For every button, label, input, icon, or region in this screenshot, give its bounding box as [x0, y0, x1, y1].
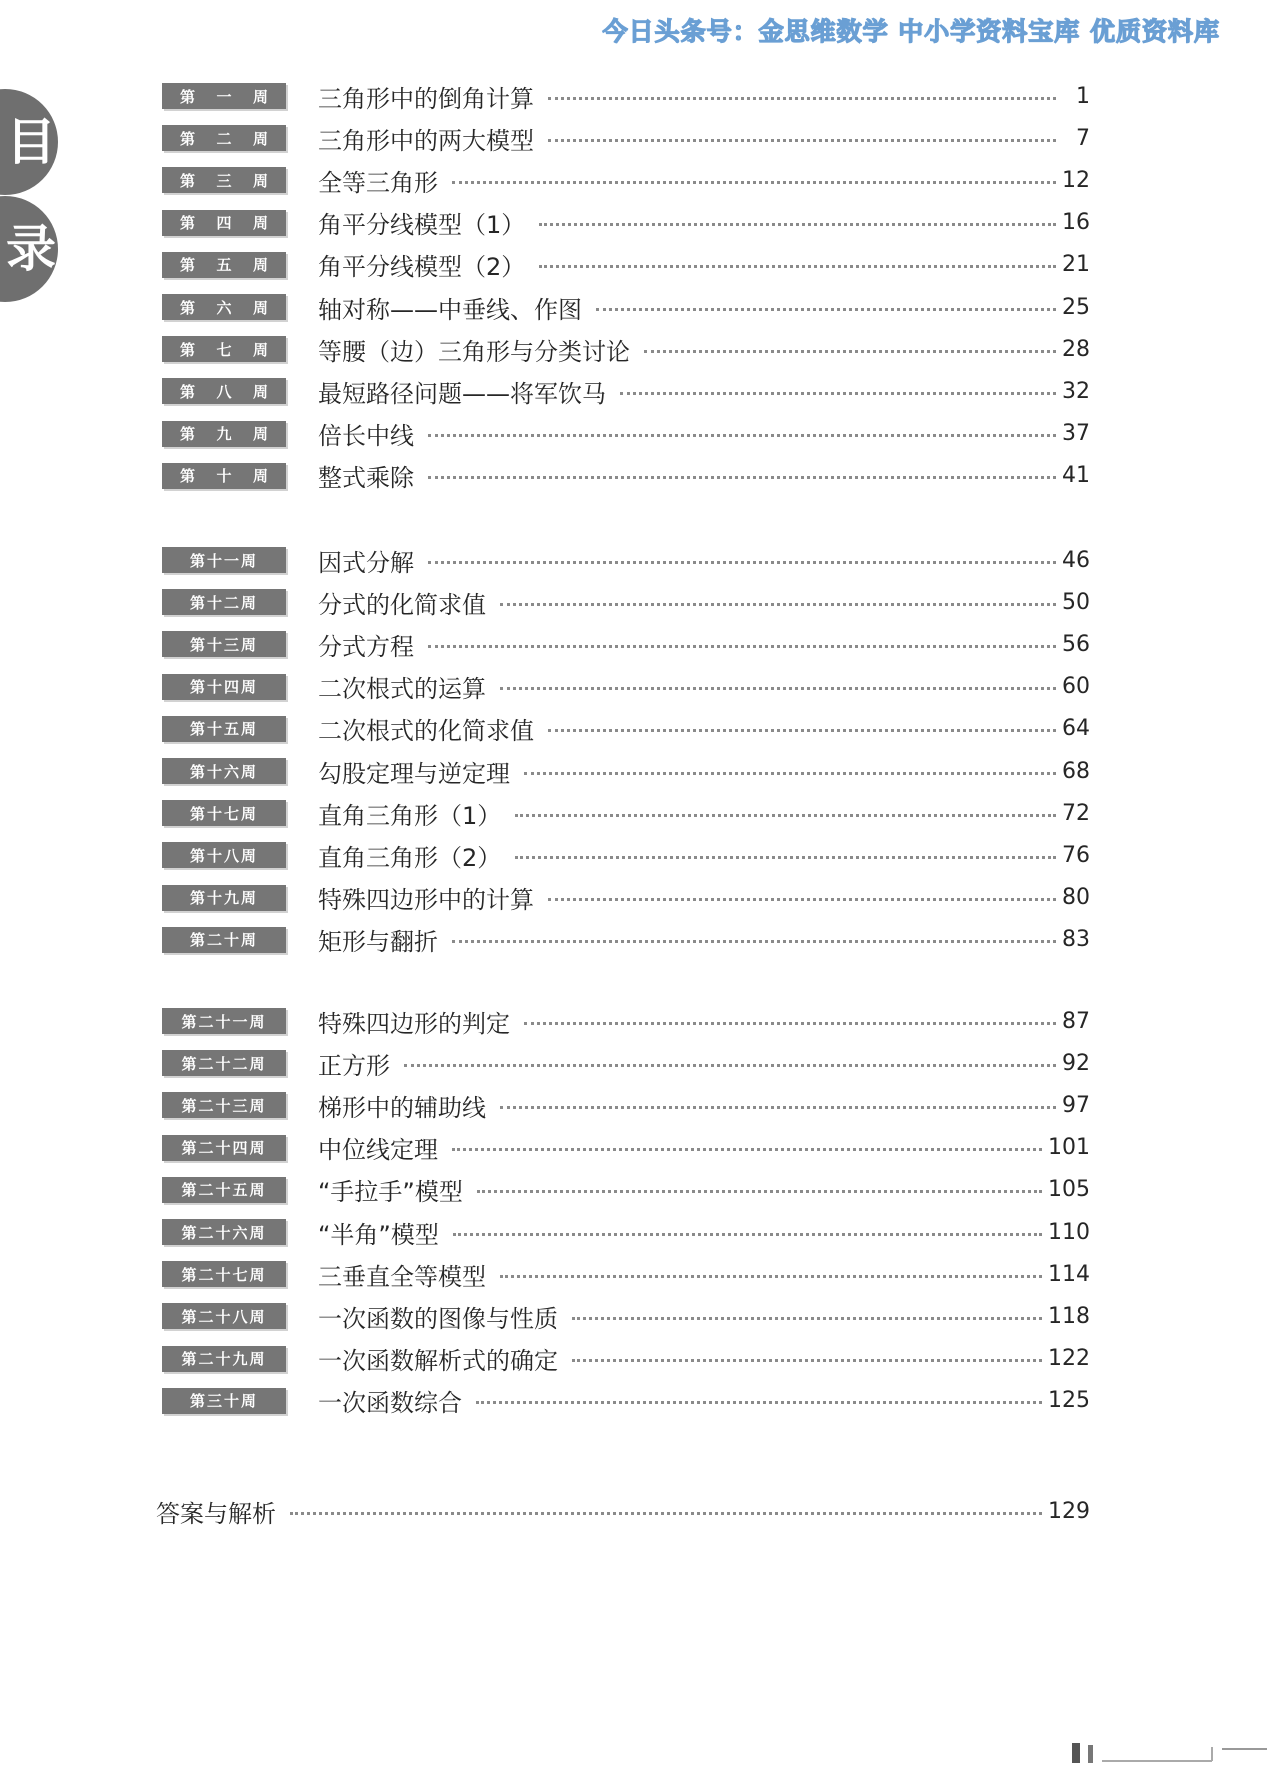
toc-page-number: 83 — [1062, 927, 1090, 953]
toc-page-number: 64 — [1062, 716, 1090, 742]
toc-entry-title: 三角形中的两大模型 — [318, 126, 534, 155]
toc-entry[interactable] — [162, 164, 1090, 196]
toc-entry-title: 梯形中的辅助线 — [318, 1093, 486, 1122]
week-badge-char: 第 — [180, 171, 196, 190]
toc-entry-title: 轴对称——中垂线、作图 — [318, 295, 582, 324]
toc-entry[interactable] — [162, 755, 1090, 787]
toc-page-number: 25 — [1062, 294, 1090, 320]
toc-entry-title: 一次函数综合 — [318, 1389, 462, 1418]
dot-leader — [620, 392, 1056, 395]
toc-entry[interactable] — [162, 1089, 1090, 1121]
week-badge-char: 第 — [180, 214, 196, 233]
toc-entry[interactable] — [162, 924, 1090, 956]
toc-entry-title: 直角三角形（1） — [318, 801, 502, 830]
dot-leader — [548, 97, 1056, 100]
side-tab-char-1: 目 — [6, 113, 56, 171]
week-badge-char: 第 — [180, 340, 196, 359]
week-badge: 第十八周 — [162, 842, 286, 868]
toc-entry-title: 角平分线模型（1） — [318, 211, 526, 240]
toc-entry[interactable] — [162, 333, 1090, 365]
toc-page-number: 122 — [1048, 1346, 1090, 1372]
toc-entry[interactable] — [162, 1300, 1090, 1332]
week-badge: 第十五周 — [162, 716, 286, 742]
toc-page-number: 28 — [1062, 336, 1090, 362]
week-badge-char: 三 — [216, 171, 232, 190]
week-badge — [162, 252, 286, 278]
toc-page-number: 72 — [1062, 800, 1090, 826]
toc-page-number: 110 — [1048, 1219, 1090, 1245]
week-badge-char: 四 — [216, 214, 232, 233]
week-badge-char: 周 — [252, 129, 268, 148]
toc-page-number: 118 — [1048, 1303, 1090, 1329]
week-badge-char: 周 — [252, 340, 268, 359]
toc-page-number: 1 — [1076, 83, 1090, 109]
toc-entry-title: 分式的化简求值 — [318, 590, 486, 619]
toc-entry-title: 特殊四边形中的计算 — [318, 886, 534, 915]
week-badge: 第二十周 — [162, 927, 286, 953]
toc-entry-title: “半角”模型 — [318, 1220, 439, 1249]
dot-leader — [500, 687, 1056, 690]
dot-leader — [539, 223, 1056, 226]
week-badge: 第二十八周 — [162, 1303, 286, 1329]
toc-entry-title: 直角三角形（2） — [318, 843, 502, 872]
week-badge — [162, 463, 286, 489]
toc-page-number: 114 — [1048, 1261, 1090, 1287]
toc-page-number: 105 — [1048, 1177, 1090, 1203]
week-badge-char: 第 — [180, 129, 196, 148]
dot-leader — [500, 1275, 1042, 1278]
toc-entry[interactable] — [162, 628, 1090, 660]
week-badge: 第二十三周 — [162, 1092, 286, 1118]
week-badge — [162, 125, 286, 151]
dot-leader — [539, 265, 1056, 268]
dot-leader — [644, 350, 1056, 353]
dot-leader — [500, 603, 1056, 606]
toc-entry-title: 正方形 — [318, 1051, 390, 1080]
week-badge — [162, 421, 286, 447]
toc-entry[interactable] — [162, 460, 1090, 492]
toc-page-number: 50 — [1062, 589, 1090, 615]
dot-leader — [452, 940, 1056, 943]
week-badge: 第十七周 — [162, 800, 286, 826]
toc-entry-title: 倍长中线 — [318, 422, 414, 451]
week-badge — [162, 336, 286, 362]
dot-leader — [428, 434, 1056, 437]
week-badge-char: 十 — [216, 467, 232, 486]
toc-entry[interactable] — [162, 839, 1090, 871]
toc-entry-answers[interactable] — [156, 1494, 1090, 1528]
toc-entry-title: 中位线定理 — [318, 1136, 438, 1165]
dot-leader — [477, 1190, 1042, 1193]
toc-entry-title: 二次根式的运算 — [318, 675, 486, 704]
week-badge: 第二十七周 — [162, 1261, 286, 1287]
dot-leader — [524, 772, 1056, 775]
dot-leader — [548, 898, 1056, 901]
dot-leader — [404, 1064, 1056, 1067]
toc-entry[interactable] — [162, 207, 1090, 239]
week-badge-char: 周 — [252, 298, 268, 317]
week-badge: 第十一周 — [162, 547, 286, 573]
week-badge — [162, 83, 286, 109]
toc-page-number: 32 — [1062, 378, 1090, 404]
toc-entry[interactable] — [162, 544, 1090, 576]
scan-mark — [1072, 1743, 1080, 1763]
toc-page-number: 80 — [1062, 885, 1090, 911]
toc-entry-title: 矩形与翻折 — [318, 928, 438, 957]
week-badge-char: 六 — [216, 298, 232, 317]
side-tab-char-2: 录 — [6, 220, 56, 278]
toc-page-number: 37 — [1062, 421, 1090, 447]
week-badge: 第十三周 — [162, 631, 286, 657]
week-badge-char: 周 — [252, 87, 268, 106]
toc-entry-title: 整式乘除 — [318, 464, 414, 493]
dot-leader — [515, 856, 1056, 859]
dot-leader — [515, 814, 1056, 817]
week-badge: 第二十九周 — [162, 1346, 286, 1372]
week-badge: 第十二周 — [162, 589, 286, 615]
toc-entry-title: 角平分线模型（2） — [318, 253, 526, 282]
week-badge: 第二十六周 — [162, 1219, 286, 1245]
toc-entry[interactable] — [162, 1132, 1090, 1164]
toc-page-number: 41 — [1062, 463, 1090, 489]
toc-page-number: 101 — [1048, 1135, 1090, 1161]
week-badge-char: 第 — [180, 298, 196, 317]
watermark-text: 今日头条号：金思维数学 中小学资料宝库 优质资料库 — [602, 17, 1220, 46]
dot-leader — [453, 1233, 1042, 1236]
dot-leader — [428, 645, 1056, 648]
toc-entry[interactable] — [162, 1005, 1090, 1037]
week-badge: 第十九周 — [162, 885, 286, 911]
toc-entry-title: 一次函数解析式的确定 — [318, 1347, 558, 1376]
toc-entry[interactable] — [162, 1343, 1090, 1375]
week-badge-char: 七 — [216, 340, 232, 359]
week-badge: 第二十四周 — [162, 1135, 286, 1161]
toc-entry-title: 因式分解 — [318, 548, 414, 577]
toc-entry[interactable] — [162, 249, 1090, 281]
toc-entry-title: 最短路径问题——将军饮马 — [318, 379, 606, 408]
toc-entry[interactable] — [162, 1258, 1090, 1290]
toc-page-number: 92 — [1062, 1050, 1090, 1076]
week-badge-char: 一 — [216, 87, 232, 106]
toc-entry[interactable] — [162, 1216, 1090, 1248]
toc-page-number: 12 — [1062, 167, 1090, 193]
toc-page-number: 60 — [1062, 674, 1090, 700]
toc-page-number: 56 — [1062, 631, 1090, 657]
toc-entry-title: 一次函数的图像与性质 — [318, 1304, 558, 1333]
toc-entry-title: 特殊四边形的判定 — [318, 1009, 510, 1038]
toc-entry[interactable] — [162, 80, 1090, 112]
toc-entry[interactable] — [162, 375, 1090, 407]
dot-leader — [572, 1359, 1042, 1362]
toc-entry[interactable] — [162, 1385, 1090, 1417]
toc-entry[interactable] — [162, 797, 1090, 829]
toc-entry-title: 二次根式的化简求值 — [318, 717, 534, 746]
week-badge: 第二十一周 — [162, 1008, 286, 1034]
dot-leader — [524, 1022, 1056, 1025]
dot-leader — [452, 181, 1056, 184]
toc-entry[interactable] — [162, 882, 1090, 914]
toc-page-number: 125 — [1048, 1388, 1090, 1414]
week-badge-char: 第 — [180, 256, 196, 275]
toc-entry-title: 分式方程 — [318, 632, 414, 661]
week-badge: 第三十周 — [162, 1388, 286, 1414]
week-badge: 第二十二周 — [162, 1050, 286, 1076]
week-badge-char: 第 — [180, 467, 196, 486]
dot-leader — [428, 561, 1056, 564]
scan-mark — [1088, 1745, 1093, 1763]
week-badge — [162, 378, 286, 404]
week-badge-char: 第 — [180, 425, 196, 444]
week-badge-char: 八 — [216, 382, 232, 401]
dot-leader — [596, 308, 1056, 311]
week-badge-char: 周 — [252, 382, 268, 401]
toc-entry-title: 答案与解析 — [156, 1499, 276, 1528]
week-badge-char: 第 — [180, 87, 196, 106]
dot-leader — [548, 139, 1056, 142]
week-badge: 第二十五周 — [162, 1177, 286, 1203]
toc-entry[interactable] — [162, 1174, 1090, 1206]
dot-leader — [290, 1512, 1042, 1515]
dot-leader — [452, 1148, 1042, 1151]
toc-entry[interactable] — [162, 586, 1090, 618]
dot-leader — [428, 476, 1056, 479]
week-badge-char: 九 — [216, 425, 232, 444]
dot-leader — [572, 1317, 1042, 1320]
week-badge: 第十四周 — [162, 674, 286, 700]
dot-leader — [548, 729, 1056, 732]
week-badge — [162, 210, 286, 236]
scan-artifact — [1062, 1741, 1272, 1765]
toc-page-number: 76 — [1062, 842, 1090, 868]
dot-leader — [500, 1106, 1056, 1109]
week-badge-char: 五 — [216, 256, 232, 275]
toc-entry-title: 三垂直全等模型 — [318, 1262, 486, 1291]
toc-page-number: 87 — [1062, 1008, 1090, 1034]
week-badge-char: 周 — [252, 256, 268, 275]
toc-page-number: 16 — [1062, 210, 1090, 236]
toc-entry[interactable] — [162, 1047, 1090, 1079]
week-badge-char: 第 — [180, 382, 196, 401]
toc-entry[interactable] — [162, 122, 1090, 154]
toc-entry-title: 勾股定理与逆定理 — [318, 759, 510, 788]
toc-entry[interactable] — [162, 418, 1090, 450]
toc-entry-title: 三角形中的倒角计算 — [318, 84, 534, 113]
toc-entry-title: “手拉手”模型 — [318, 1178, 463, 1207]
week-badge-char: 二 — [216, 129, 232, 148]
week-badge-char: 周 — [252, 425, 268, 444]
week-badge-char: 周 — [252, 171, 268, 190]
toc-entry-title: 全等三角形 — [318, 168, 438, 197]
toc-entry[interactable] — [162, 291, 1090, 323]
toc-page-number: 21 — [1062, 252, 1090, 278]
toc-entry[interactable] — [162, 671, 1090, 703]
dot-leader — [476, 1401, 1042, 1404]
toc-page-number: 46 — [1062, 547, 1090, 573]
toc-page-number: 7 — [1076, 125, 1090, 151]
week-badge-char: 周 — [252, 214, 268, 233]
toc-page-number: 97 — [1062, 1092, 1090, 1118]
week-badge — [162, 294, 286, 320]
toc-page-number: 68 — [1062, 758, 1090, 784]
toc-page-number: 129 — [1048, 1498, 1090, 1524]
toc-entry[interactable] — [162, 713, 1090, 745]
week-badge: 第十六周 — [162, 758, 286, 784]
week-badge — [162, 167, 286, 193]
week-badge-char: 周 — [252, 467, 268, 486]
toc-entry-title: 等腰（边）三角形与分类讨论 — [318, 337, 630, 366]
